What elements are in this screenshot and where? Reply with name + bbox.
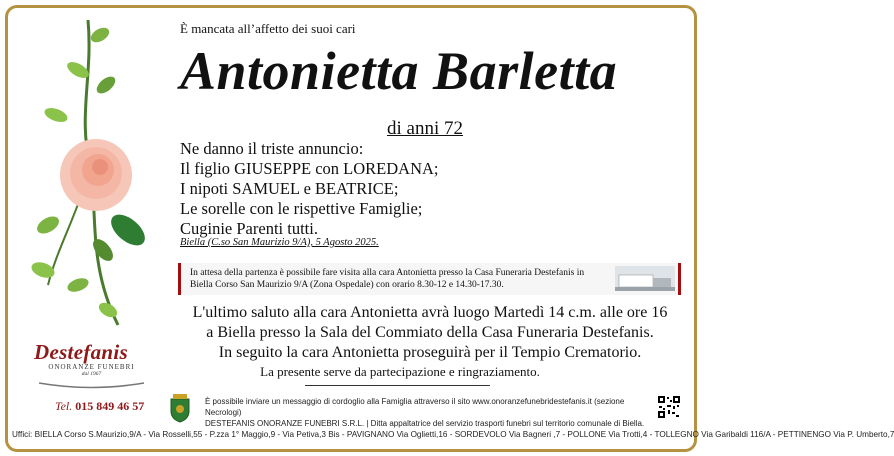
- offices-footer: Uffici: BIELLA Corso S.Maurizio,9/A - Via Rosselli,55 - P.zza 1° Maggio,9 - Via Petiva,3 Bis - PAVIGNANO Via Oglietti,16 - SORDEVOLO Via Bagneri ,7 - POLLONE Via Trotti,4 - TOLLEGNO Via Garibaldi 116/A - PETTINENGO Via P. Umberto,7: [12, 430, 894, 439]
- visiting-notice-text: In attesa della partenza è possibile fare visita alla cara Antonietta presso la Casa Funeraria Destefanis in Biella Corso San Maurizio 9/A (Zona Ospedale) con orario 8.30-12 e 14.30-17.30.: [190, 268, 585, 290]
- phone-label: Tel.: [55, 399, 73, 413]
- phone-number: 015 849 46 57: [75, 399, 145, 413]
- intro-text: È mancata all’affetto dei suoi cari: [180, 21, 356, 36]
- thanks-text: La presente serve da partecipazione e ringraziamento.: [260, 364, 540, 379]
- announcement-line: Cuginie Parenti tutti.: [180, 219, 318, 238]
- logo-swoosh: [34, 380, 149, 390]
- deceased-name: Antonietta Barletta: [180, 41, 618, 101]
- municipal-crest-icon: [167, 393, 193, 423]
- rose-illustration: [18, 15, 168, 335]
- agency-year: dal 1967: [81, 371, 102, 377]
- agency-name: Destefanis: [34, 340, 128, 364]
- announcement-line: Ne danno il triste annuncio:: [180, 139, 364, 158]
- announcement-line: I nipoti SAMUEL e BEATRICE;: [180, 179, 399, 198]
- age-text: di anni 72: [387, 118, 463, 139]
- final-farewell: [170, 303, 690, 363]
- agency-logo: [34, 340, 149, 395]
- info-line: DESTEFANIS ONORANZE FUNEBRI S.R.L. | Ditta appaltatrice del servizio trasporti funebri sul territorio comunale di Biella.: [205, 419, 645, 428]
- announcement-block: [180, 139, 439, 239]
- divider: [305, 385, 490, 386]
- announcement-line: Il figlio GIUSEPPE con LOREDANA;: [180, 159, 439, 178]
- place-date: Biella (C.so San Maurizio 9/A), 5 Agosto 2025.: [180, 237, 379, 248]
- condolence-info: [205, 396, 655, 429]
- farewell-line: a Biella presso la Sala del Commiato della Casa Funeraria Destefanis.: [206, 324, 654, 341]
- farewell-line: In seguito la cara Antonietta proseguirà per il Tempio Crematorio.: [218, 344, 642, 361]
- announcement-line: Le sorelle con le rispettive Famiglie;: [180, 199, 423, 218]
- info-line: È possibile inviare un messaggio di cordoglio alla Famiglia attraverso il sito www.onoranzefunebridestefanis.it (sezione Necrologi): [205, 397, 625, 417]
- funeral-home-photo: [615, 266, 675, 291]
- visiting-notice: [178, 263, 681, 295]
- qr-code-icon[interactable]: [658, 396, 680, 418]
- agency-subtitle: ONORANZE FUNEBRI: [48, 363, 135, 371]
- agency-phone[interactable]: [55, 399, 144, 414]
- farewell-line: L'ultimo saluto alla cara Antonietta avrà luogo Martedì 14 c.m. alle ore 16: [192, 304, 668, 321]
